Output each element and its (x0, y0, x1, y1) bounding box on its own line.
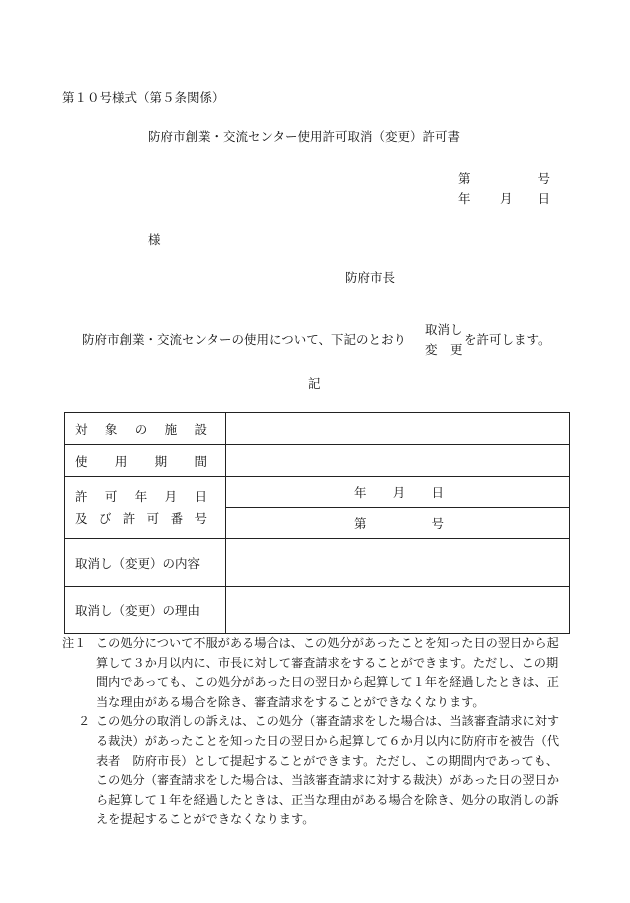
permit-label-line2: 及 び 許 可 番 号 (75, 510, 207, 526)
form-number: 第１０号様式（第５条関係） (62, 90, 225, 105)
permit-day: 日 (431, 485, 444, 500)
permit-month: 月 (392, 485, 406, 500)
period-label: 使 用 期 間 (75, 453, 207, 469)
note-1 (62, 634, 570, 712)
recipient-suffix: 様 (148, 232, 161, 247)
content-label: 取消し（変更）の内容 (65, 539, 226, 587)
row-permit-date (65, 477, 570, 508)
permit-number-prefix: 第 (354, 516, 367, 531)
facility-label: 対 象 の 施 設 (75, 421, 207, 437)
permit-label-line1: 許 可 年 月 日 (75, 488, 207, 504)
note-2-mark: ２ (78, 714, 91, 729)
issue-number-suffix: 号 (537, 171, 550, 186)
permit-number-suffix: 号 (431, 516, 444, 531)
document-title: 防府市創業・交流センター使用許可取消（変更）許可書 (148, 129, 461, 144)
row-reason (65, 587, 570, 634)
issue-month: 月 (500, 191, 513, 206)
note-1-mark: 注１ (62, 636, 87, 650)
permit-date-cell (226, 477, 570, 508)
permit-info-table (64, 412, 570, 634)
permit-year: 年 (354, 485, 367, 500)
record-heading: 記 (308, 376, 321, 391)
period-label-cell (65, 445, 226, 477)
issue-day: 日 (537, 191, 550, 206)
content-value-cell (226, 539, 570, 587)
permit-number-cell (226, 508, 570, 539)
row-content (65, 539, 570, 587)
period-value-cell (226, 445, 570, 477)
note-2 (62, 712, 570, 830)
notes-section (62, 634, 570, 830)
issuer-name: 防府市長 (345, 270, 396, 285)
note-1-text: この処分について不服がある場合は、この処分があったことを知った日の翌日から起算して３か月以内に、市長に対して審査請求をすることができます。ただし、この期間内であっても、この処分があった日の翌日から起算して１年を経過したときは、正当な理由がある場合を除き、審査請求をすることができなくなります。 (96, 636, 559, 709)
statement-option-cancel: 取消し (425, 322, 463, 337)
reason-label: 取消し（変更）の理由 (65, 587, 226, 634)
facility-value-cell (226, 413, 570, 445)
reason-value-cell (226, 587, 570, 634)
statement-before: 防府市創業・交流センターの使用について、下記のとおり (82, 332, 407, 347)
statement-option-change: 変 更 (425, 342, 463, 357)
statement-after: を許可します。 (464, 332, 551, 347)
issue-year: 年 (458, 191, 471, 206)
row-facility (65, 413, 570, 445)
note-2-text: この処分の取消しの訴えは、この処分（審査請求をした場合は、当該審査請求に対する裁決）があったことを知った日の翌日から起算して６か月以内に防府市を被告（代表者 防府市長）として提起することができます。ただし、この期間内であっても、この処分（審査請求をした場合は、当該審査請求に対する裁決）があった日の翌日から起算して１年を経過したときは、正当な理由がある場合を除き、処分の取消しの訴えを提起することができなくなります。 (96, 714, 560, 827)
issue-number-prefix: 第 (458, 171, 471, 186)
row-period (65, 445, 570, 477)
permit-label-cell (65, 477, 226, 539)
facility-label-cell (65, 413, 226, 445)
